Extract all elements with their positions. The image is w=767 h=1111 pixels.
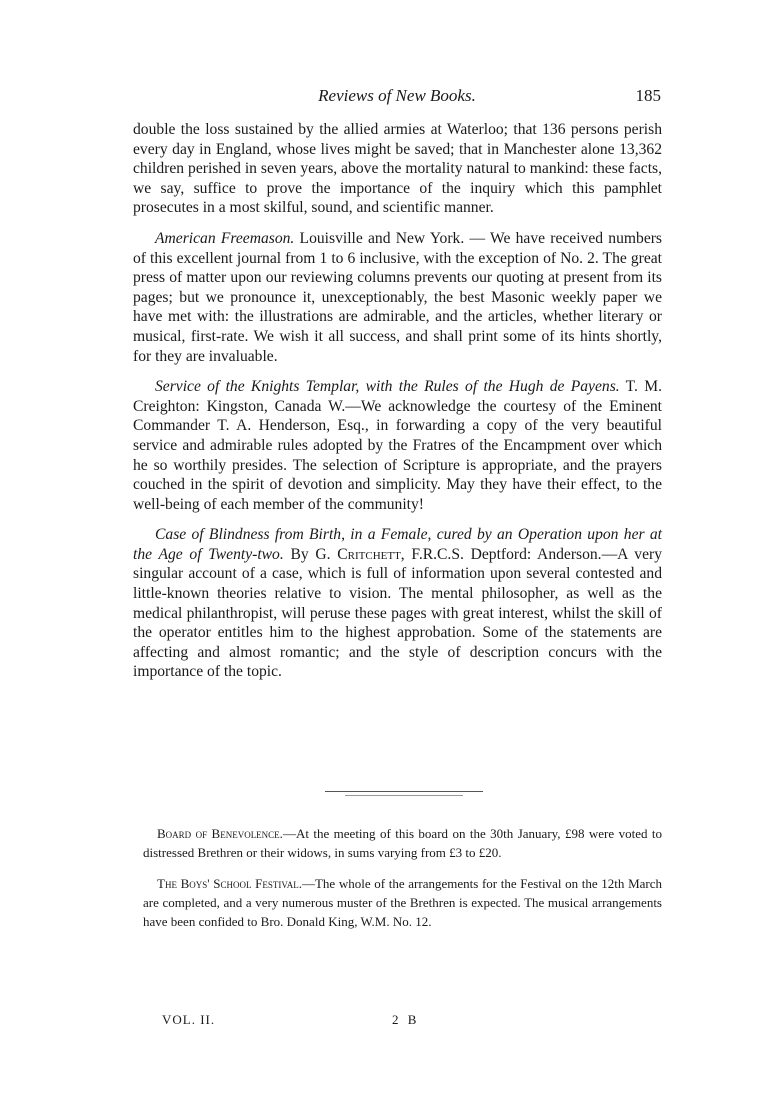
paragraph-continued: double the loss sustained by the allied armies at Waterloo; that 136 persons perish every day in England, whose lives might be saved; that in Manchester alone 13,362 children perished in seven years, above the mortality natural to mankind: these facts, we say, suffice to prove the importance of the inquiry which this pamphlet prosecutes in a most skilful, sound, and scientific manner. xyxy=(133,121,662,217)
note-text: —The whole of the arrangements for the Festival on the 12th March are completed, and a very numerous muster of the Brethren is expected. The musical arrangements have been confided to Bro. Donald King, W.M. No. 12. xyxy=(143,876,663,929)
review-title: American Freemason. xyxy=(155,229,295,247)
review-title: Service of the Knights Templar, with the Rules of the Hugh de Payens. xyxy=(155,378,620,396)
note-heading: Board of Benevolence. xyxy=(157,826,283,841)
running-header xyxy=(133,86,661,110)
review-text: , F.R.C.S. Deptford: Anderson.—A very singular account of a case, which is full of information upon several contested and little-known theories relative to vision. The mental philosopher, as well as the medical philanthropist, will peruse these pages with great interest, whilst the skill of the operator entitles him to the highest approbation. Some of the statements are affecting and almost romantic; and the style of description concurs with the importance of the topic. xyxy=(133,545,662,681)
review-title: Case of Blindness from Birth, in a Female, cured by an Operation upon her at the Age of Twenty-two. xyxy=(133,526,662,563)
volume-label: VOL. II. xyxy=(162,1012,216,1027)
review-byline: By G. xyxy=(283,545,338,563)
running-title: Reviews of New Books. xyxy=(318,86,476,105)
page-footer xyxy=(162,1012,462,1032)
signature-mark: 2 B xyxy=(392,1012,420,1027)
review-text: Louisville and New York. — We have received numbers of this excellent journal from 1 to 6 inclusive, with the exception of No. 2. The great press of matter upon our reviewing columns prevents our quoting at present from its pages; but we pronounce it, unexceptionably, the best Masonic weekly paper we have met with: the illustrations are admirable, and the articles, whether literary or musical, first-rate. We wish it all success, and shall print some of its hints shortly, for they are invaluable. xyxy=(133,229,662,365)
review-case-of-blindness xyxy=(133,525,662,682)
review-knights-templar xyxy=(133,377,662,514)
section-divider-underline xyxy=(345,795,463,796)
main-text xyxy=(133,120,662,693)
section-divider xyxy=(325,791,483,792)
page-number: 185 xyxy=(635,86,661,105)
note-boys-school-festival xyxy=(143,874,662,931)
review-american-freemason xyxy=(133,229,662,366)
news-notes xyxy=(143,824,662,943)
note-heading: The Boys' School Festival. xyxy=(157,876,302,891)
note-text: —At the meeting of this board on the 30th January, £98 were voted to distressed Brethren or their widows, in sums varying from £3 to £20. xyxy=(143,826,662,860)
review-author: Critchett xyxy=(337,545,401,563)
note-board-of-benevolence xyxy=(143,824,662,862)
review-text: T. M. Creighton: Kingston, Canada W.—We acknowledge the courtesy of the Eminent Commander T. A. Henderson, Esq., in forwarding a copy of the very beautiful service and admirable rules adopted by the Fratres of the Encampment over which he so worthily presides. The selection of Scripture is appropriate, and the prayers couched in the spirit of devotion and simplicity. May they have their effect, to the well-being of each member of the community! xyxy=(133,378,662,513)
